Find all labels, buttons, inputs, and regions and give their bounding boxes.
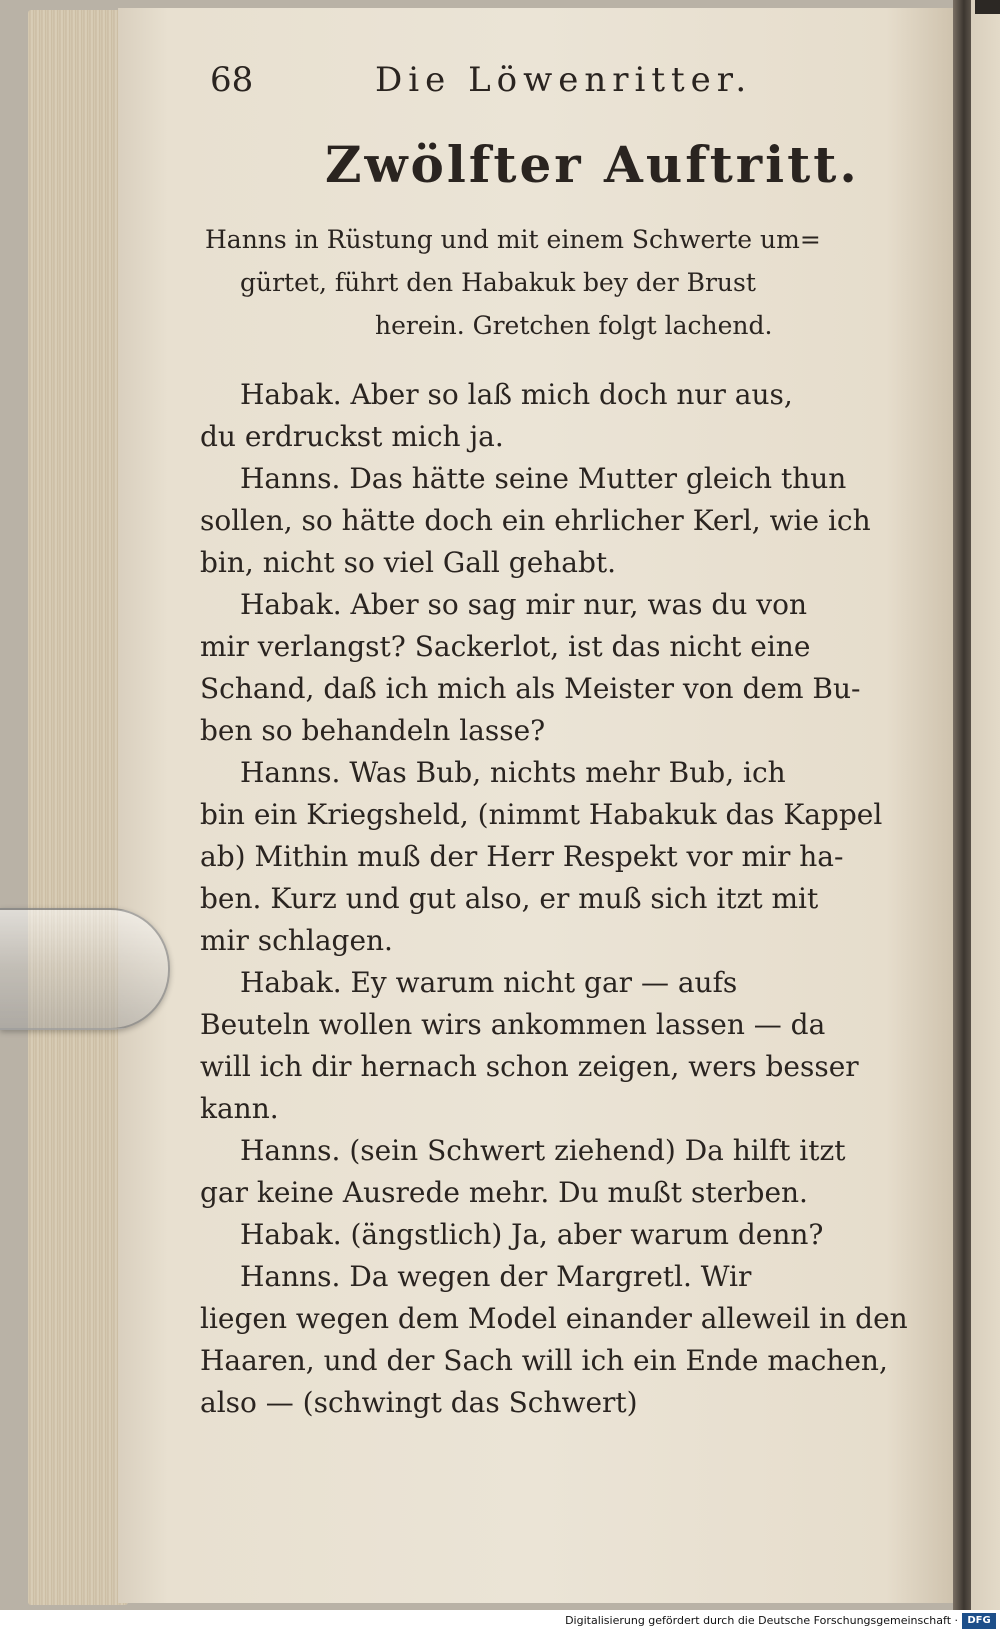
dialogue-line: bin ein Kriegsheld, (nimmt Habakuk das Kappel — [200, 798, 883, 831]
dialogue-line: mir schlagen. — [200, 924, 393, 957]
stage-direction-line: herein. Gretchen folgt lachend. — [375, 311, 773, 340]
dialogue-line: Hanns. Das hätte seine Mutter gleich thun — [240, 462, 847, 495]
dialogue-line: Hanns. Was Bub, nichts mehr Bub, ich — [240, 756, 786, 789]
stage-direction-line: gürtet, führt den Habakuk bey der Brust — [240, 268, 756, 297]
page-edges-stack — [28, 10, 128, 1605]
page-number: 68 — [210, 60, 254, 100]
dialogue-line: ben so behandeln lasse? — [200, 714, 546, 747]
dialogue-line: bin, nicht so viel Gall gehabt. — [200, 546, 617, 579]
scene-title: Zwölfter Auftritt. — [325, 135, 860, 194]
running-head: Die Löwenritter. — [375, 60, 753, 100]
dialogue-line: Habak. (ängstlich) Ja, aber warum denn? — [240, 1218, 824, 1251]
dialogue-line: gar keine Ausrede mehr. Du mußt sterben. — [200, 1176, 808, 1209]
dialogue-line: ben. Kurz und gut also, er muß sich itzt mit — [200, 882, 819, 915]
dialogue-line: Hanns. Da wegen der Margretl. Wir — [240, 1260, 752, 1293]
digitization-credit: Digitalisierung gefördert durch die Deutsche Forschungsgemeinschaft · — [565, 1614, 958, 1627]
dialogue-line: Hanns. (sein Schwert ziehend) Da hilft itzt — [240, 1134, 846, 1167]
facing-page-edge — [971, 0, 1000, 1610]
dialogue-line: Schand, daß ich mich als Meister von dem Bu- — [200, 672, 861, 705]
dialogue-line: Habak. Ey warum nicht gar — aufs — [240, 966, 738, 999]
scan-corner-mark — [975, 0, 1000, 14]
stage-direction-line: Hanns in Rüstung und mit einem Schwerte um= — [205, 225, 821, 254]
dialogue-line: mir verlangst? Sackerlot, ist das nicht eine — [200, 630, 811, 663]
book-gutter — [953, 0, 971, 1610]
dialogue-line: liegen wegen dem Model einander alleweil in den — [200, 1302, 908, 1335]
dialogue-line: also — (schwingt das Schwert) — [200, 1386, 638, 1419]
dialogue-line: du erdruckst mich ja. — [200, 420, 504, 453]
dialogue-line: Habak. Aber so laß mich doch nur aus, — [240, 378, 793, 411]
dialogue-line: sollen, so hätte doch ein ehrlicher Kerl, wie ich — [200, 504, 871, 537]
dialogue-line: Habak. Aber so sag mir nur, was du von — [240, 588, 807, 621]
dialogue-line: Beuteln wollen wirs ankommen lassen — da — [200, 1008, 826, 1041]
dialogue-line: kann. — [200, 1092, 279, 1125]
dialogue-line: ab) Mithin muß der Herr Respekt vor mir ha- — [200, 840, 844, 873]
dialogue-line: will ich dir hernach schon zeigen, wers besser — [200, 1050, 859, 1083]
dfg-logo: DFG — [962, 1613, 996, 1629]
dialogue-line: Haaren, und der Sach will ich ein Ende machen, — [200, 1344, 888, 1377]
page-clip — [0, 908, 170, 1030]
